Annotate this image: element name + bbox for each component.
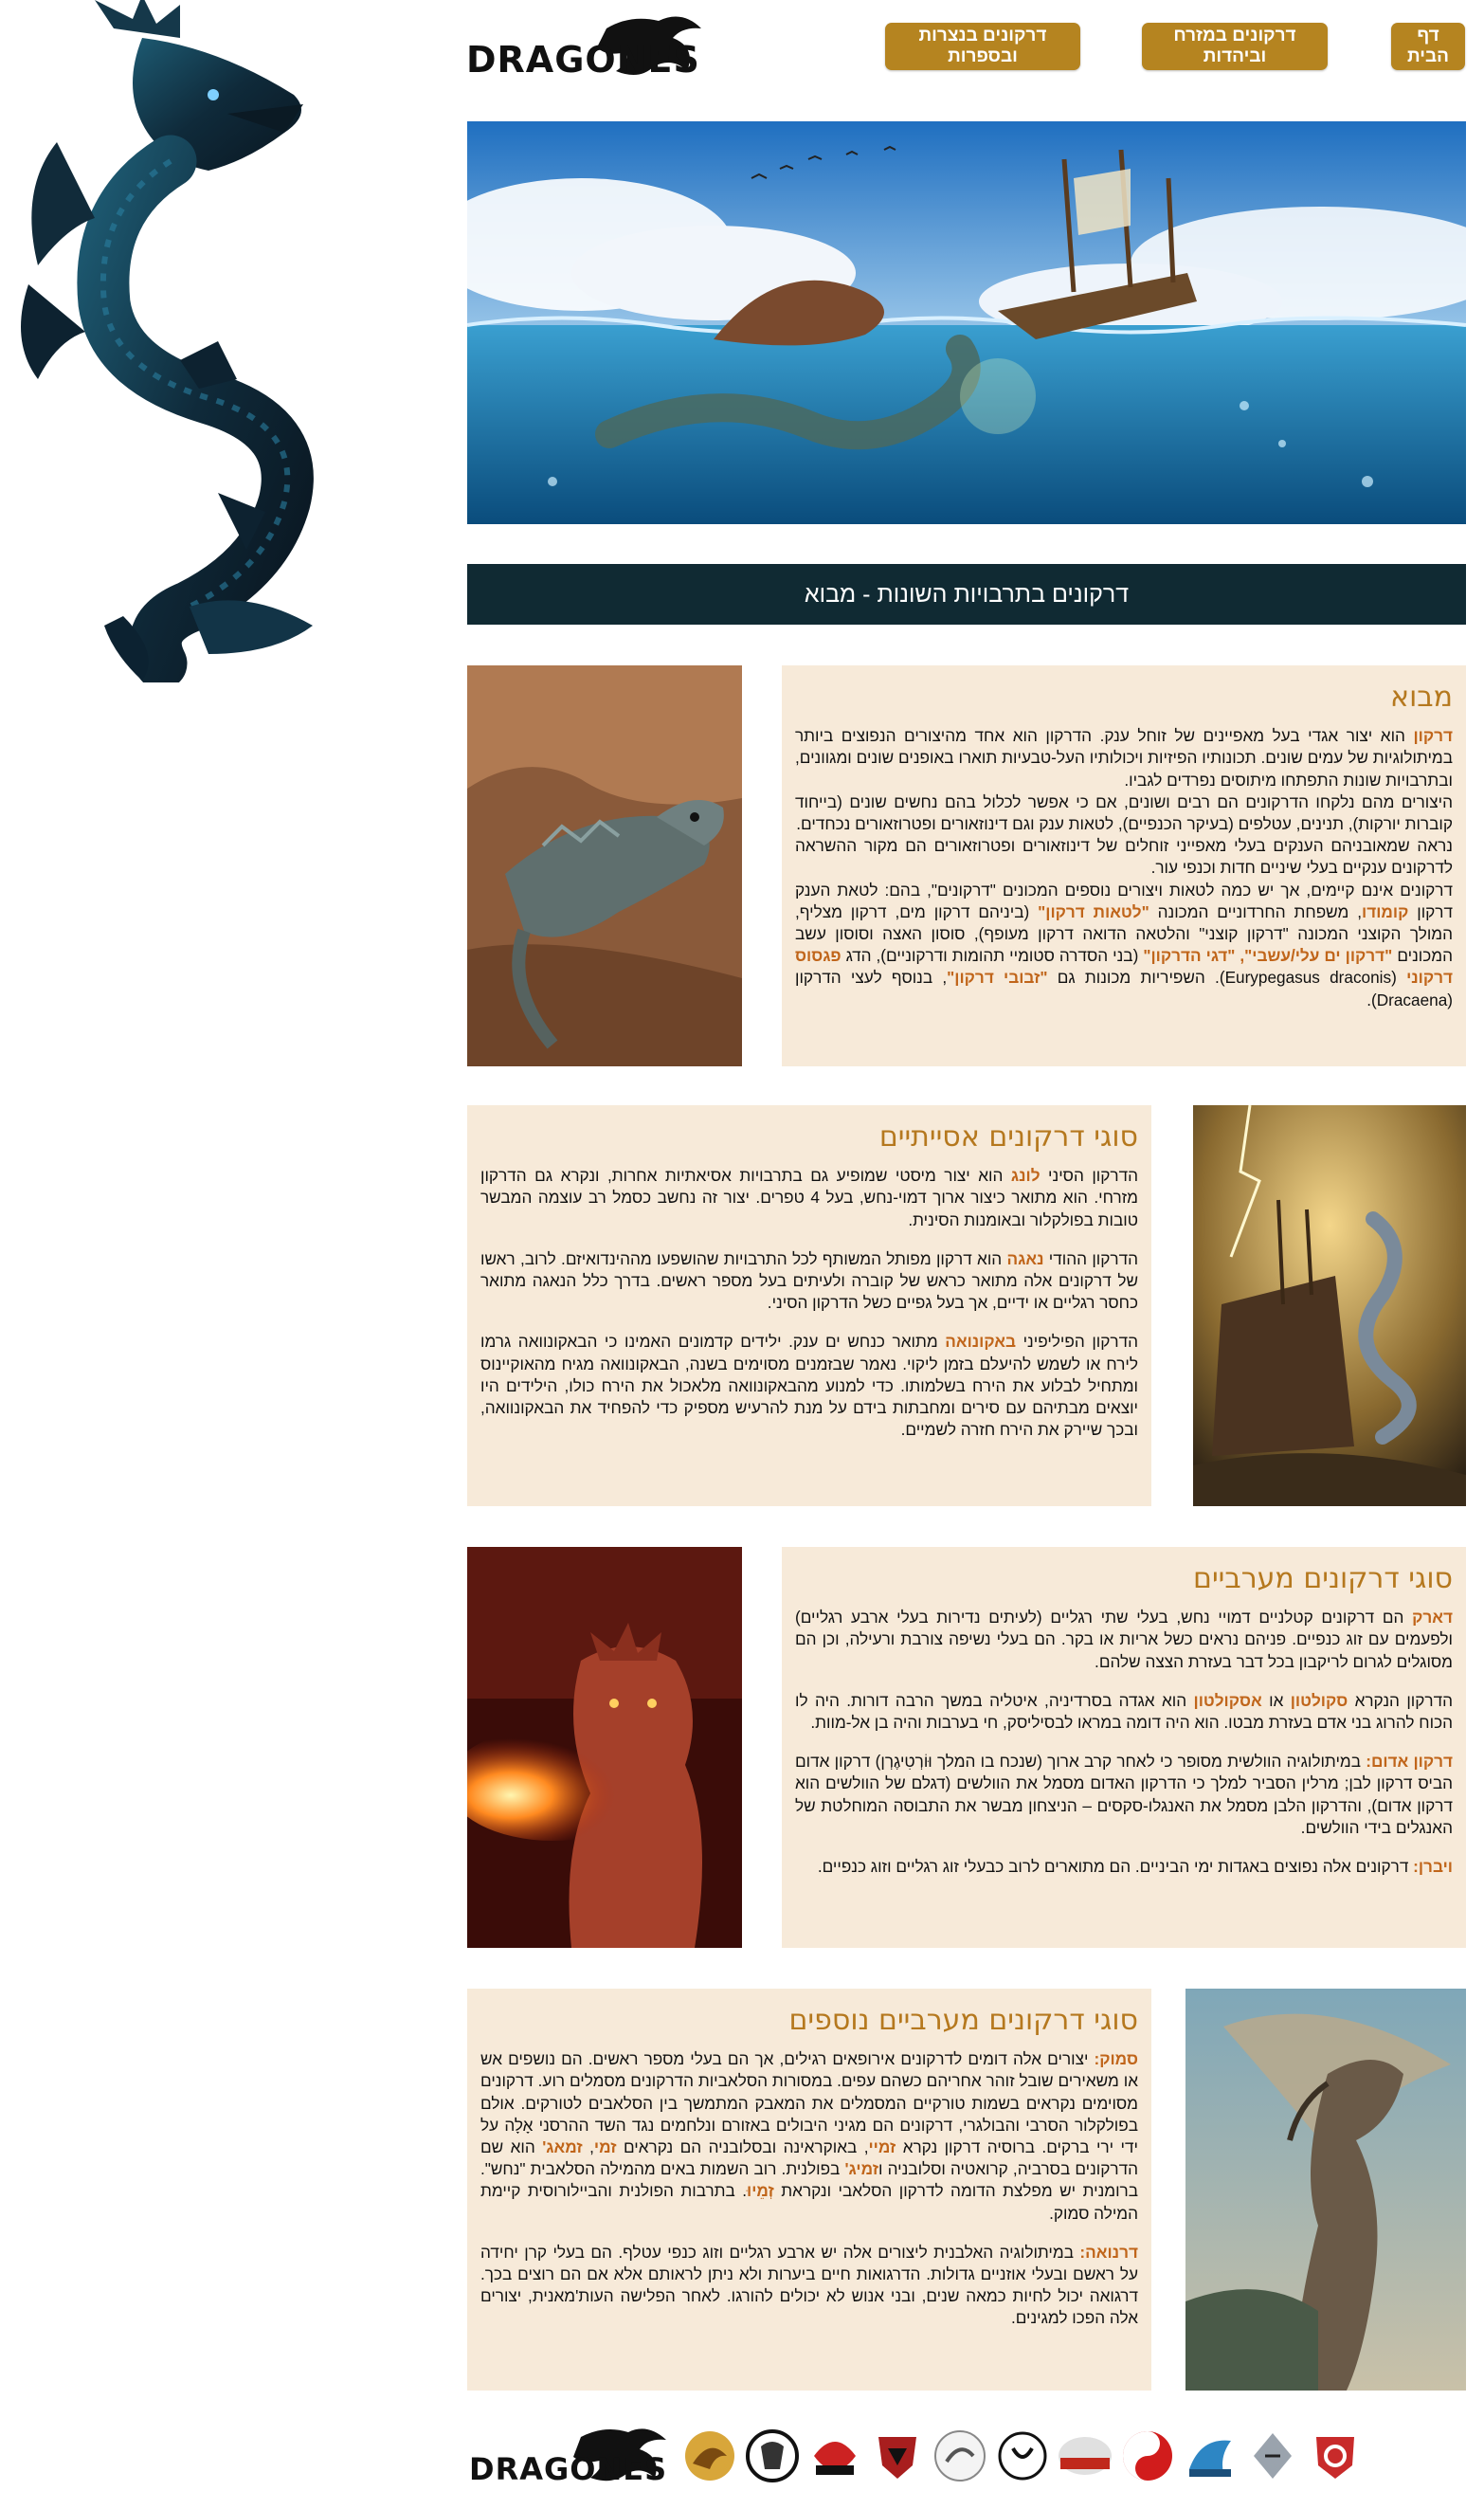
zmey-link[interactable]: זמיי bbox=[868, 2137, 896, 2157]
more-p1d: הוא שם הדרקונים בסרביה, קרואטיה וסלובניה ו bbox=[480, 2137, 1139, 2179]
shield-dragon-icon[interactable] bbox=[744, 2427, 801, 2484]
asian-heading: סוגי דרקונים אסייתיים bbox=[878, 1120, 1138, 1154]
western-heading: סוגי דרקונים מערביים bbox=[1193, 1562, 1453, 1595]
storm-serpent-photo bbox=[1193, 1105, 1466, 1506]
asian-p3a: הדרקון הפיליפיני bbox=[1015, 1332, 1139, 1352]
intro-p4b: , משפחת החרדוניים המכונה bbox=[1149, 901, 1363, 921]
zmeu-link[interactable]: זְמֵיוּ bbox=[747, 2181, 774, 2201]
nav-christianity-literature-button[interactable]: דרקונים בנצרות ובספרות bbox=[885, 23, 1080, 70]
intro-p4f: , בנוסף לעצי הדרקון (Dracaena). bbox=[795, 968, 1453, 1009]
intro-paragraph-1 bbox=[795, 725, 1453, 791]
dragons-crest-icon[interactable] bbox=[869, 2427, 926, 2484]
more-p1e: בפולנית. רוב השמות באים מהמילה הסלאבית "נחש". ברומנית יש מפלצת הדומה לדרקון הסלאבי ונקראת bbox=[480, 2159, 1138, 2201]
dragons-banner-icon[interactable] bbox=[1057, 2427, 1113, 2484]
intro-heading: מבוא bbox=[1390, 681, 1453, 714]
more-p1a: יצורים אלה דומים לדרקונים אירופאים רגילים, אך הם בעלי מספר ראשים. הם נושפים אש או משאירים שובל זוהר אחריהם כשהם עפים. במסורות הסלאביות הדרקונים מסמלים רוע. דרקונים מסוימים נקראים בשמות טורקיים המסמלים את המאבק המתמשך בין הסלאבים לטורקים. אולם בפולקלור הסרבי והבולגרי, דרקונים הם מגיני היבולים באזורם ונלחמים נגד השד ההרסני אָלָה על ידי ירי ברקים. ברוסיה דרקון נקרא bbox=[480, 2049, 1139, 2157]
dragons-silver-icon[interactable] bbox=[1244, 2427, 1301, 2484]
footer-dragones-logo[interactable] bbox=[467, 2423, 676, 2489]
komodo-link[interactable]: קומודו bbox=[1362, 901, 1409, 921]
intro-p4e: (Eurypegasus draconis). השפיריות מכונות גם bbox=[1047, 968, 1407, 988]
western-paragraph-2 bbox=[795, 1690, 1453, 1734]
gold-dragon-icon[interactable] bbox=[681, 2427, 738, 2484]
intro-p1-text: הוא יצור אגדי בעל מאפיינים של זוחל ענק. הדרקון הוא אחד מהיצורים הנפוצים ביותר במיתולוגיות של עמים שונים. תכונותיו הפיזיות ויכולותיו העל-טבעיות תוארו באופנים שונים ומגוונים, ובתרבויות שונות התפתחו מיתוסים נפרדים לגביו. bbox=[795, 726, 1453, 790]
asian-p2a: הדרקון ההודי bbox=[1043, 1248, 1138, 1268]
hero-image bbox=[467, 121, 1466, 524]
more-p2: במיתולוגיה האלבנית ליצורים אלה יש ארבע רגליים וזוג כנפי עטלף. הם בעלי קרן יחידה על ראשם ובעלי אוזניים גדולות. הדרגואות חיים ביערות ולא ניתן לראותם אלא אם הם רוצים בכך. דרגואה יכול לחיות כמאה שנים, ובני אנוש לא יכולים להורגו. לאחר הפלישה העות'מאנית, יצורים אלה הפכו למגינים. bbox=[480, 2242, 1138, 2328]
asian-paragraph-1 bbox=[480, 1165, 1138, 1231]
western-dragons-section bbox=[782, 1547, 1466, 1948]
page-title: דרקונים בתרבויות השונות - מבוא bbox=[467, 564, 1466, 625]
western-p2a: הדרקון הנקרא bbox=[1348, 1690, 1453, 1710]
smok-label: סמוק: bbox=[1094, 2049, 1138, 2069]
dragon-monogram-icon[interactable] bbox=[994, 2427, 1051, 2484]
footer-logo-strip bbox=[467, 2415, 1466, 2496]
long-link[interactable]: לונג bbox=[1010, 1166, 1041, 1186]
nav-home-button[interactable]: דף הבית bbox=[1391, 23, 1465, 70]
more-western-dragons-section bbox=[467, 1989, 1151, 2391]
iguana-photo bbox=[467, 665, 742, 1066]
intro-paragraph-2: היצורים מהם נלקחו הדרקונים הם רבים ושונים, אם כי אפשר לכלול בהם נחשים שונים (בייחוד קוברות יורקות), תנינים, עטלפים (בעיקר הכנפיים), לטאות ענק וגם דינוזאורים ופטרוזאורים נכחדים. bbox=[795, 791, 1453, 834]
blue-dragon-icon[interactable] bbox=[1182, 2427, 1239, 2484]
more-p1f: . בתרבות הפולנית והביילורוסית קיימת המילה סמוק. bbox=[480, 2181, 1138, 2223]
zmaj-link[interactable]: זמאג' bbox=[542, 2137, 583, 2157]
skolton-link[interactable]: סקולטון bbox=[1290, 1690, 1348, 1710]
yin-yang-dragon-icon[interactable] bbox=[1119, 2427, 1176, 2484]
intro-section bbox=[782, 665, 1466, 1066]
more-western-paragraph-2 bbox=[480, 2242, 1138, 2330]
logo-text: DRAGONES bbox=[466, 39, 700, 81]
more-p1c: , bbox=[582, 2137, 594, 2157]
western-paragraph-4 bbox=[795, 1856, 1453, 1878]
zmaj2-link[interactable]: זמיג' bbox=[844, 2159, 879, 2179]
bakunawa-link[interactable]: באקונואה bbox=[945, 1332, 1016, 1352]
asian-p1b: הוא יצור מיסטי שמופיע גם בתרבויות אסיאתיות אחרות, ונקרא גם הדרקון מזרחי. הוא מתואר כיצור ארוך דמוי-נחש, בעל 4 טפרים. יצור זה נחשב כסמל רב עוצמה המבשר טובות בפולקלור ובאומנות הסינית. bbox=[480, 1166, 1138, 1229]
more-western-paragraph-1 bbox=[480, 2048, 1138, 2225]
nav-east-judaism-button[interactable]: דרקונים במזרח וביהדות bbox=[1142, 23, 1328, 70]
site-logo[interactable] bbox=[464, 9, 720, 85]
western-p4: דרקונים אלה נפוצים באגדות ימי הביניים. הם מתוארים לרוב כבעלי זוג רגליים וזוג כנפיים. bbox=[817, 1857, 1414, 1877]
sea-dragon-link[interactable]: "דרקון ים עלי/עשבי", "דגי הדרקון" bbox=[1143, 946, 1393, 966]
naga-link[interactable]: נאגה bbox=[1006, 1248, 1044, 1268]
zmei-link[interactable]: זמי bbox=[593, 2137, 617, 2157]
drunoa-label: דרנואה: bbox=[1079, 2242, 1138, 2262]
wyvern-label: ויברן: bbox=[1413, 1857, 1453, 1877]
asian-p2b: הוא דרקון מפותל המשותף לכל התרבויות שהושפעו מההינדואיזם. לרוב, ראשו של דרקונים אלה מתואר כראש של קוברה ולעיתים בעל מספר ראשים. בדרך כלל הנאגה מתואר כחסר רגליים או ידיים, אך בעל גפיים כשל הדרקון הסיני. bbox=[480, 1248, 1138, 1313]
dragon-g-icon[interactable] bbox=[1307, 2427, 1364, 2484]
asian-paragraph-3 bbox=[480, 1331, 1138, 1441]
western-paragraph-3 bbox=[795, 1751, 1453, 1839]
side-dragon-illustration bbox=[0, 0, 445, 682]
intro-p4a: דרקונים אינם קיימים, אך יש כמה לטאות ויצורים נוספים המכונים "דרקונים", בהם: לטאת הענק דרקון bbox=[795, 880, 1453, 921]
pegasus-link[interactable]: פגסוס דרקוני bbox=[795, 946, 1453, 988]
dragonflies-link[interactable]: "זבובי דרקון" bbox=[947, 968, 1048, 988]
more-western-heading: סוגי דרקונים מערביים נוספים bbox=[788, 2004, 1138, 2037]
western-paragraph-1 bbox=[795, 1607, 1453, 1673]
western-p3: במיתולוגיה הוולשית מסופר כי לאחר קרב ארוך (שנכח בו המלך וּוֹרְטִיגֶרְן) דרקון אדום הביס דרקון לבן; מרלין הסביר למלך כי הדרקון האדום מסמל את הוולשים (דגלם של הוולשים הוא דרקון אדום), והדרקון הלבן מסמל את האנגלו-סקסים – הניצחון מבשר את התבוסה המוחלטת של האנגלים בידי הוולשים. bbox=[795, 1752, 1453, 1837]
asian-dragons-section bbox=[467, 1105, 1151, 1506]
western-p2b: או bbox=[1261, 1690, 1291, 1710]
western-p1: הם דרקונים קטלניים דמויי נחש, בעלי שתי רגליים (לעיתים נדירות בעלי ארבע רגליים) ולפעמים עם זוג כנפיים. פניהם נראים כשל אריות או בקר. הם בעלי נשיפה צורבת ורעילה, וכן הם מסוגלים לגרום לריקבון בכל דבר בעזרת הצצה שלהם. bbox=[795, 1608, 1453, 1671]
intro-p4d: (בני הסדרה סטומיי תהומות ודרקוניים), הדג bbox=[841, 946, 1144, 966]
more-p1b: , באוקראינה ובסלובניה הם נקראים bbox=[616, 2137, 869, 2157]
dragon-round-icon[interactable] bbox=[932, 2427, 988, 2484]
footer-logo-text: DRAGONES bbox=[469, 2450, 668, 2487]
intro-p4c: (ביניהם דרקון מים, דרקון מצליף, המולך הקוצני המכונה "דרקון קוצני" והלטאה הדואה דרקון מעופף), סוסון האצה וסוסון עשב המכונים bbox=[795, 901, 1453, 966]
fire-dragon-photo bbox=[467, 1547, 742, 1948]
asian-paragraph-2 bbox=[480, 1248, 1138, 1315]
lizard-dragons-link[interactable]: "לטאות דרקון" bbox=[1038, 901, 1149, 921]
asian-p1a: הדרקון הסיני bbox=[1040, 1166, 1138, 1186]
asian-p3b: מתואר כנחש ים ענק. ילידים קדמונים האמינו כי הבאקונוואה גרמו לירח או לשמש להיעלם בזמן ליקוי. נאמר שבזמנים מסוימים בשנה, הבאקונוואה מגיח מהאוקיינוס ומתחיל לבלוע את הירח בשלמותו. כדי למנוע מהבאקונוואה מלאכול את הירח כולו, הילידים היו יוצאים מבתיהם עם סירים ומחבתות בידם על מנת להרעיש מספיק כדי להפחיד את הבאקונוואה, ובכך שיירק את הירח חזרה לשמיים. bbox=[480, 1332, 1138, 1440]
intro-dragon-link[interactable]: דרקון bbox=[1413, 726, 1453, 746]
askolton-link[interactable]: אסקולטון bbox=[1193, 1690, 1262, 1710]
winged-dragon-photo bbox=[1185, 1989, 1466, 2391]
western-p2c: הוא אגדה בסרדיניה, איטליה במשך הרבה דורות. היה לו הכוח להרוג בני אדם בעזרת מבטו. הוא היה דומה במראו לבסיליסק, חי בערבות והיה בן אל-מוות. bbox=[795, 1690, 1453, 1733]
intro-paragraph-3: נראה שמאובניהם הענקים בעלי מאפייני זוחלים של דינוזאורים ופטרוזאורים הם מקור ההשראה לדרקונים ענקיים בעלי שיניים חדות וכנפי עור. bbox=[795, 836, 1453, 878]
red-dragons-icon[interactable] bbox=[806, 2427, 863, 2484]
drake-link[interactable]: דארק bbox=[1412, 1608, 1453, 1627]
red-dragon-label: דרקון אדום: bbox=[1366, 1752, 1453, 1772]
intro-paragraph-4 bbox=[795, 880, 1453, 1011]
